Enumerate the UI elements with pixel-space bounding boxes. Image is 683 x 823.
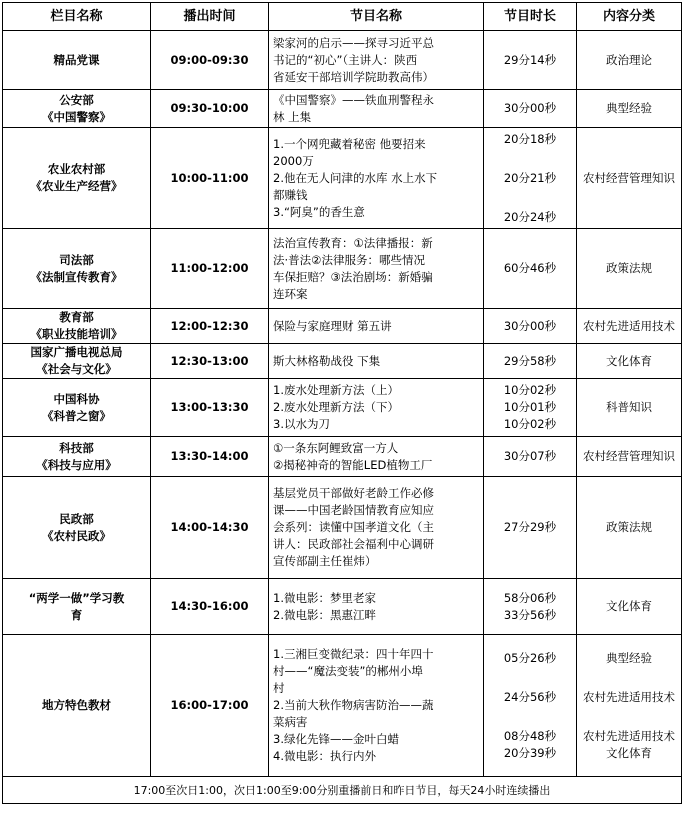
broadcast-time-cell: 09:30-10:00 [151,90,269,128]
column-name-line: 《农村民政》 [42,528,111,543]
program-line: 基层党员干部做好老龄工作必修 [273,486,434,500]
duration-line: 33分56秒 [503,607,557,622]
category-cell [577,128,682,229]
duration-cell [484,90,577,128]
category-cell [577,579,682,635]
program-line: 课——中国老龄国情教育应知应 [273,503,434,517]
program-line: 宣传部副主任崔炜） [273,554,377,568]
column-name-line: 民政部 [59,511,94,526]
duration-cell [484,31,577,90]
header-program-name: 节目名称 [269,3,484,31]
duration-line: 05分26秒 [503,650,557,665]
duration-line: 30分00秒 [503,101,557,115]
duration-cell [484,379,577,437]
category-cell [577,437,682,477]
duration-line: 29分14秒 [503,52,557,67]
program-line: 林 上集 [273,109,312,124]
header-broadcast-time: 播出时间 [151,3,269,31]
program-line: 省延安干部培训学院助教高伟） [273,69,434,84]
category-cell [577,379,682,437]
duration-line: 30分00秒 [503,318,557,333]
duration-line: 58分06秒 [503,590,557,605]
category-line: 农村经营管理知识 [583,449,675,463]
program-line: 2.他在无人问津的水库 水上水下 [273,170,438,185]
program-line: 法治宣传教育：①法律播报：新 [273,235,433,250]
duration-line: 10分01秒 [503,400,557,414]
column-name-line: 精品党课 [53,52,100,67]
column-name-cell [3,579,151,635]
program-line: 保险与家庭理财 第五讲 [273,318,392,333]
duration-cell [484,477,577,579]
table-row [3,344,682,379]
duration-line: 20分24秒 [503,209,557,224]
program-name-cell [269,437,484,477]
duration-cell [484,344,577,379]
column-name-cell [3,477,151,579]
column-name-cell [3,128,151,229]
program-line: ②揭秘神奇的智能LED植物工厂 [273,457,433,472]
category-cell [577,229,682,309]
duration-line: 20分39秒 [503,745,557,760]
duration-cell [484,309,577,344]
column-name-cell [3,344,151,379]
program-line: 斯大林格勒战役 下集 [273,353,381,368]
category-line: 文化体育 [606,745,652,760]
broadcast-time-cell: 10:00-11:00 [151,128,269,229]
column-name-line: 《科普之窗》 [42,408,111,423]
duration-cell [484,635,577,777]
table-row [3,477,682,579]
column-name-line: 公安部 [59,92,94,107]
program-name-cell [269,379,484,437]
program-line: 2.当前大秋作物病害防治——蔬 [273,698,434,712]
category-cell [577,309,682,344]
program-name-cell [269,344,484,379]
program-line: 1.废水处理新方法（上） [273,383,399,397]
column-name-cell [3,309,151,344]
duration-line: 20分21秒 [503,170,557,185]
category-line: 农村经营管理知识 [583,170,675,185]
program-line: 《中国警察》——铁血刑警程永 [273,92,434,107]
column-name-line: 《职业技能培训》 [30,327,123,341]
program-line: 连环案 [273,286,308,301]
duration-cell [484,437,577,477]
program-line: 1.微电影：梦里老家 [273,590,376,605]
broadcast-time-cell: 14:00-14:30 [151,477,269,579]
program-name-cell [269,309,484,344]
column-name-cell [3,90,151,128]
program-name-cell [269,90,484,128]
program-line: 3.“阿臭”的香生意 [273,204,365,219]
program-name-cell [269,579,484,635]
column-name-cell [3,379,151,437]
broadcast-time-cell: 12:00-12:30 [151,309,269,344]
program-line: 车保拒赔？③法治剧场：新婚骗 [273,269,433,284]
column-name-line: “两学一做”学习教 [28,590,125,605]
header-row [3,3,682,31]
program-line: 1.三湘巨变微纪录：四十年四十 [273,647,434,661]
duration-line: 30分07秒 [503,449,557,463]
program-line: 都赚钱 [273,187,308,202]
duration-line: 10分02秒 [503,383,557,397]
broadcast-time-cell: 12:30-13:00 [151,344,269,379]
category-cell [577,344,682,379]
column-name-line: 教育部 [59,310,94,324]
program-line: 菜病害 [273,715,308,729]
duration-cell [484,229,577,309]
duration-line: 10分02秒 [503,417,557,431]
category-line: 典型经验 [606,101,652,115]
program-line: 3.绿化先锋——金叶白蜡 [273,732,399,746]
category-line: 文化体育 [606,599,652,613]
schedule-table [2,2,682,804]
program-name-cell [269,477,484,579]
program-line: 梁家河的启示——探寻习近平总 [273,35,434,50]
duration-cell [484,128,577,229]
category-line: 政治理论 [606,52,652,67]
program-line: 村——“魔法变装”的郴州小埠 [273,664,423,678]
program-line: 3.以水为刀 [273,417,330,431]
table-row [3,229,682,309]
duration-line: 24分56秒 [503,689,557,704]
column-name-line: 司法部 [59,252,94,267]
program-line: 2.微电影：黑惠江畔 [273,607,376,622]
category-line: 文化体育 [606,353,652,368]
program-name-cell [269,229,484,309]
category-cell [577,90,682,128]
program-line: 会系列：读懂中国孝道文化（主 [273,520,434,534]
category-line: 农村先进适用技术 [583,689,675,704]
table-row [3,437,682,477]
column-name-line: 科技部 [59,440,94,455]
column-name-line: 地方特色教材 [42,698,111,712]
table-row [3,579,682,635]
broadcast-time-cell: 16:00-17:00 [151,635,269,777]
column-name-cell [3,635,151,777]
broadcast-time-cell: 11:00-12:00 [151,229,269,309]
category-cell [577,635,682,777]
column-name-cell [3,229,151,309]
column-name-line: 农业农村部 [47,162,106,176]
broadcast-time-cell: 14:30-16:00 [151,579,269,635]
column-name-line: 《法制宣传教育》 [30,269,123,284]
program-line: 法·普法②法律服务：哪些情况 [273,252,425,267]
table-row [3,379,682,437]
duration-line: 08分48秒 [503,728,557,743]
broadcast-time-cell: 09:00-09:30 [151,31,269,90]
footer-row [3,777,682,804]
broadcast-time-cell: 13:30-14:00 [151,437,269,477]
program-line: 讲人：民政部社会福利中心调研 [273,537,434,551]
program-line: 村 [273,681,285,695]
category-line: 政策法规 [606,261,652,275]
header-duration: 节目时长 [484,3,577,31]
program-line: 2.废水处理新方法（下） [273,400,399,414]
table-row [3,128,682,229]
program-line: ①一条东阿鲤致富一方人 [273,440,399,455]
program-line: 书记的“初心”（主讲人：陕西 [273,52,418,67]
column-name-line: 育 [70,607,83,622]
program-name-cell [269,128,484,229]
duration-line: 20分18秒 [503,131,557,146]
duration-line: 60分46秒 [503,261,557,275]
category-cell [577,31,682,90]
program-name-cell [269,635,484,777]
column-name-line: 《农业生产经营》 [30,179,123,193]
category-line: 农村先进适用技术 [583,318,675,333]
category-line: 典型经验 [606,650,652,665]
category-line: 科普知识 [606,400,652,414]
category-line: 政策法规 [606,520,652,534]
column-name-cell [3,31,151,90]
table-row [3,635,682,777]
table-row [3,309,682,344]
category-cell [577,477,682,579]
duration-cell [484,579,577,635]
program-line: 2000万 [273,153,314,168]
duration-line: 27分29秒 [503,520,557,534]
broadcast-time-cell: 13:00-13:30 [151,379,269,437]
column-name-line: 《社会与文化》 [36,362,117,376]
header-column-name: 栏目名称 [3,3,151,31]
column-name-line: 中国科协 [53,391,100,406]
schedule-document [2,2,681,804]
category-line: 农村先进适用技术 [583,728,675,743]
footer-note: 17:00至次日1:00，次日1:00至9:00分别重播前日和昨日节目，每天24小时连续播出 [3,777,682,804]
header-category: 内容分类 [577,3,682,31]
column-name-cell [3,437,151,477]
program-line: 4.微电影：执行内外 [273,749,376,763]
column-name-line: 《科技与应用》 [36,457,117,472]
duration-line: 29分58秒 [503,353,557,368]
table-row [3,31,682,90]
table-row [3,90,682,128]
program-line: 1.一个网兜藏着秘密 他要招来 [273,136,426,151]
program-name-cell [269,31,484,90]
column-name-line: 《中国警察》 [42,109,111,124]
column-name-line: 国家广播电视总局 [30,345,123,359]
